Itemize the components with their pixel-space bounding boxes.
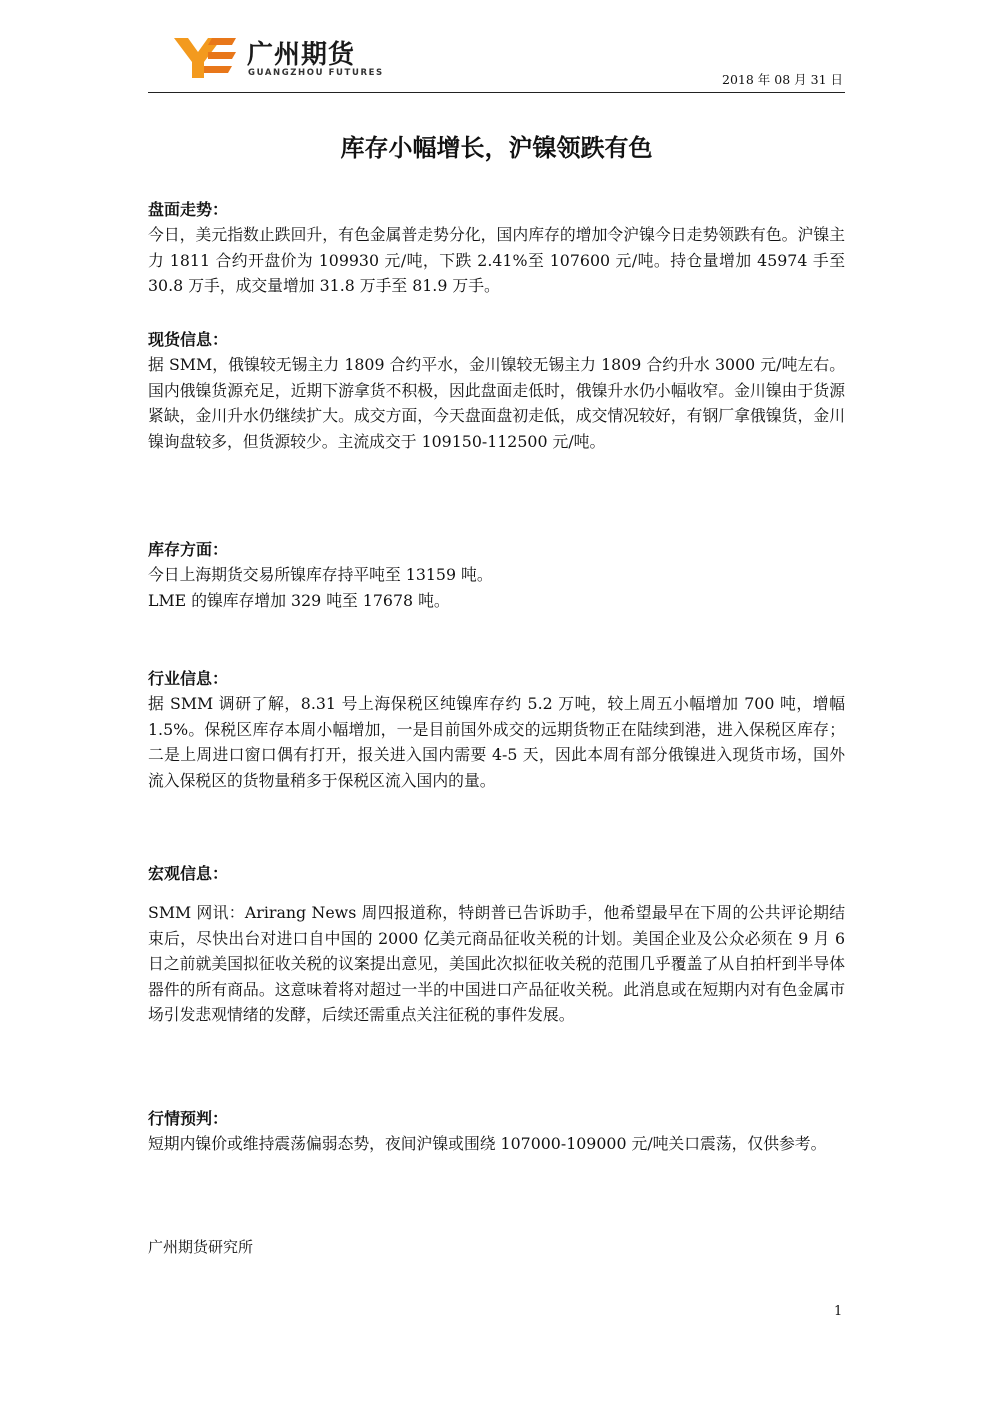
logo-chinese-name: 广州期货 [247,40,356,70]
section-industry-info [148,667,845,793]
logo-english-name: GUANGZHOU FUTURES [248,68,384,78]
section-spot-info [148,328,845,454]
inventory-line: 今日上海期货交易所镍库存持平吨至 13159 吨。 [148,565,493,584]
section-body: SMM 网讯：Arirang News 周四报道称，特朗普已告诉助手，他希望最早在下周的公共评论期结束后，尽快出台对进口自中国的 2000 亿美元商品征收关税的计划。美国企业及公众必须在 9 月 6 日之前就美国拟征收关税的议案提出意见，美国此次拟征收关税的范围几乎覆盖了从自拍杆到半导体器件的所有商品。这意味着将对超过一半的中国进口产品征收关税。此消息或在短期内对有色金属市场引发悲观情绪的发酵，后续还需重点关注征税的事件发展。 [148,903,845,1025]
section-body: 短期内镍价或维持震荡偏弱态势，夜间沪镍或围绕 107000-109000 元/吨关口震荡，仅供参考。 [148,1134,827,1153]
section-body: 据 SMM 调研了解，8.31 号上海保税区纯镍库存约 5.2 万吨，较上周五小幅增加 700 吨，增幅 1.5%。保税区库存本周小幅增加，一是目前国外成交的远期货物正在陆续到港，进入保税区库存；二是上周进口窗口偶有打开，报关进入国内需要 4-5 天，因此本周有部分俄镍进入现货市场，国外流入保税区的货物量稍多于保税区流入国内的量。 [148,694,845,790]
page-number: 1 [834,1304,843,1319]
page-header [148,30,845,93]
section-heading: 宏观信息： [148,864,229,883]
section-macro-info [148,862,845,1028]
inventory-line: LME 的镍库存增加 329 吨至 17678 吨。 [148,590,450,610]
section-heading: 行业信息： [148,669,229,688]
section-heading: 行情预判： [148,1109,229,1128]
company-logo-icon [174,36,236,80]
report-title: 库存小幅增长，沪镍领跌有色 [340,134,653,162]
report-date: 2018 年 08 月 31 日 [722,72,843,87]
section-market-trend [148,198,845,299]
section-heading: 盘面走势： [148,200,229,219]
section-body: 今日，美元指数止跌回升，有色金属普走势分化，国内库存的增加令沪镍今日走势领跌有色。沪镍主力 1811 合约开盘价为 109930 元/吨，下跌 2.41%至 107600 元/吨。持仓量增加 45974 手至 30.8 万手，成交量增加 31.8 万手至 81.9 万手。 [148,225,845,296]
section-heading: 库存方面： [148,540,229,559]
section-inventory [148,538,845,613]
section-heading: 现货信息： [148,330,229,349]
footer-organization: 广州期货研究所 [148,1238,254,1256]
section-forecast [148,1107,845,1157]
section-body: 据 SMM，俄镍较无锡主力 1809 合约平水，金川镍较无锡主力 1809 合约升水 3000 元/吨左右。国内俄镍货源充足，近期下游拿货不积极，因此盘面走低时，俄镍升水仍小幅收窄。金川镍由于货源紧缺，金川升水仍继续扩大。成交方面，今天盘面盘初走低，成交情况较好，有钢厂拿俄镍货，金川镍询盘较多，但货源较少。主流成交于 109150-112500 元/吨。 [148,355,845,451]
